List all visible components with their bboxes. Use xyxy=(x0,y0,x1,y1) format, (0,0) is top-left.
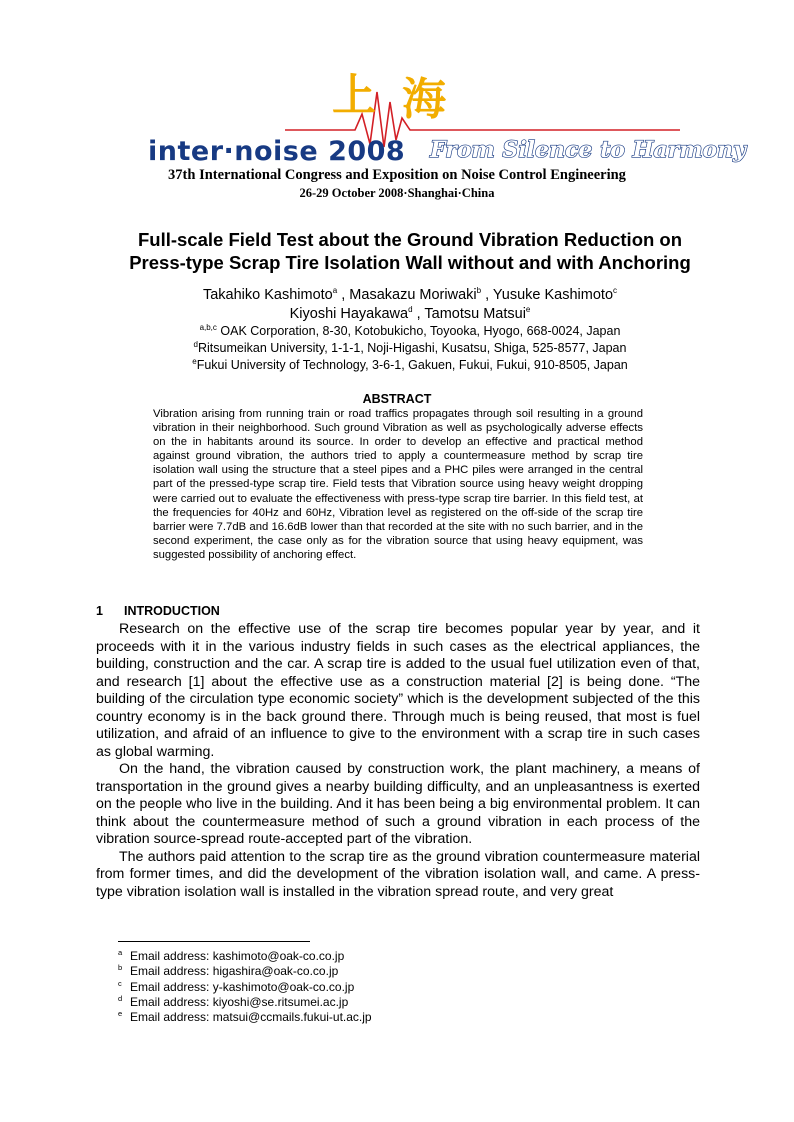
footnote-text: Email address: higashira@oak-co.co.jp xyxy=(130,964,339,979)
footnote-item: $^e$ Email address: matsui@ccmails.fukui-ut.ac.jp xyxy=(118,1009,372,1025)
logo-shanghai-characters-2: 海 xyxy=(402,74,446,125)
logo-shanghai-characters: 上 xyxy=(332,70,376,121)
affiliation-list xyxy=(80,323,740,374)
section-heading-introduction xyxy=(96,604,220,618)
abstract-heading: ABSTRACT xyxy=(362,392,432,406)
paper-title-line-2: Press-type Scrap Tire Isolation Wall without and with Anchoring xyxy=(129,252,691,273)
logo-slogan: From Silence to Harmony xyxy=(430,137,746,163)
affiliation-text: OAK Corporation, 8-30, Kotobukicho, Toyooka, Hyogo, 668-0024, Japan xyxy=(220,324,621,338)
conference-date: 26-29 October 2008·Shanghai·China xyxy=(299,186,495,200)
affiliation-item xyxy=(80,340,740,357)
footnote-divider xyxy=(118,941,310,942)
footnote-text: Email address: kiyoshi@se.ritsumei.ac.jp xyxy=(130,994,349,1009)
footnote-text: Email address: y-kashimoto@oak-co.co.jp xyxy=(130,979,355,994)
footnote-item: $^a$ Email address: kashimoto@oak-co.co.jp xyxy=(118,948,345,963)
section-number: 1 xyxy=(96,604,103,618)
footnote-list xyxy=(118,949,372,1025)
paper-title xyxy=(100,228,720,274)
author-name: Takahiko Kashimoto xyxy=(202,287,333,303)
conference-title: 37th International Congress and Exposition on Noise Control Engineering xyxy=(168,167,626,183)
paper-title-line-1: Full-scale Field Test about the Ground Vibration Reduction on xyxy=(137,229,683,250)
paragraph: Research on the effective use of the scrap tire becomes popular year by year, and it proceeds with it in the various industry fields in such cases as the electrical appliances, the building, construction and the car. A scrap tire is added to the usual fuel utilization even of that, and research [1] about the effective use as a construction material [2] is being done. “The building of the circulation type economic society” which is the development subjected of the this country economy is in the back ground there. Through much is being reused, that most is fuel utilization, and afraid of an influence to give to the environment with a scrap tire in such cases as global warming. xyxy=(96,621,700,760)
footnote-text: Email address: matsui@ccmails.fukui-ut.ac.jp xyxy=(130,1010,372,1025)
author-separator: , xyxy=(337,287,350,303)
author-line-1 xyxy=(80,286,740,305)
author-mark: c xyxy=(613,286,618,296)
author-separator: , xyxy=(412,306,425,322)
author-list xyxy=(80,286,740,324)
affiliation-text: Ritsumeikan University, 1-1-1, Noji-Higashi, Kusatsu, Shiga, 525-8577, Japan xyxy=(198,341,627,355)
logo-wordmark: inter·noise 2008 xyxy=(148,136,406,167)
affiliation-item xyxy=(80,323,740,340)
author-mark: d xyxy=(408,305,413,315)
author-name: Tamotsu Matsui xyxy=(424,306,526,322)
affiliation-item xyxy=(80,357,740,374)
footnote-text: Email address: kashimoto@oak-co.co.jp xyxy=(130,949,345,963)
author-line-2 xyxy=(80,305,740,324)
affiliation-mark: d xyxy=(193,339,198,349)
author-mark: a xyxy=(332,286,338,296)
paragraph: The authors paid attention to the scrap tire as the ground vibration countermeasure material from former times, and did the development of the vibration isolation wall, and came. A press- type vibration isolation wall is installed in the vibration spread route, and very great xyxy=(96,848,700,900)
author-separator: , xyxy=(481,287,493,303)
affiliation-text: Fukui University of Technology, 3-6-1, Gakuen, Fukui, Fukui, 910-8505, Japan xyxy=(196,358,628,372)
author-mark: e xyxy=(525,305,531,315)
author-mark: b xyxy=(476,286,482,296)
footnote-item: $^c$ Email address: y-kashimoto@oak-co.co.jp xyxy=(118,978,355,994)
affiliation-mark: e xyxy=(192,356,197,366)
section-title: INTRODUCTION xyxy=(124,604,220,618)
paragraph: On the hand, the vibration caused by construction work, the plant machinery, a means of transportation in the ground gives a nearby building difficulty, and an unpleasantness is exerted on the people who live in the building. And it has been being a big environmental problem. It can think about the countermeasure method of such a ground vibration in each process of the vibration source-spread route-accepted part of the vibration. xyxy=(96,761,700,847)
author-name: Kiyoshi Hayakawa xyxy=(289,306,409,322)
abstract-text: Vibration arising from running train or road traffics propagates through soil resulting in a ground vibration in their neighborhood. Such ground Vibration as well as psychologically adverse effects on the in habitants around its source. In order to develop an effective and practical method against ground vibration, the authors tried to apply a countermeasure method by scrap tire isolation wall using the structure that a steel pipes and a PHC piles were arranged in the central part of the pressed-type scrap tire. Field tests that Vibration source using heavy weight dropping were carried out to evaluate the effectiveness with press-type scrap tire barrier. In this field test, at the frequencies for 40Hz and 60Hz, Vibration level as registered on the off-side of the scrap tire barrier were 7.7dB and 16.6dB lower than that recorded at the site with no such barrier, and in the second experiment, the case only as for the vibration source that using heavy equipment, was suggested possibility of anchoring effect. xyxy=(153,408,643,561)
introduction-body xyxy=(96,621,700,901)
footnote-item: $^b$ Email address: higashira@oak-co.co.jp xyxy=(118,963,339,979)
author-name: Masakazu Moriwaki xyxy=(349,287,477,303)
conference-logo xyxy=(140,52,746,167)
affiliation-mark: a,b,c xyxy=(199,322,217,332)
footnote-item: $^d$ Email address: kiyoshi@se.ritsumei.ac.jp xyxy=(118,993,349,1009)
author-name: Yusuke Kashimoto xyxy=(492,287,614,303)
